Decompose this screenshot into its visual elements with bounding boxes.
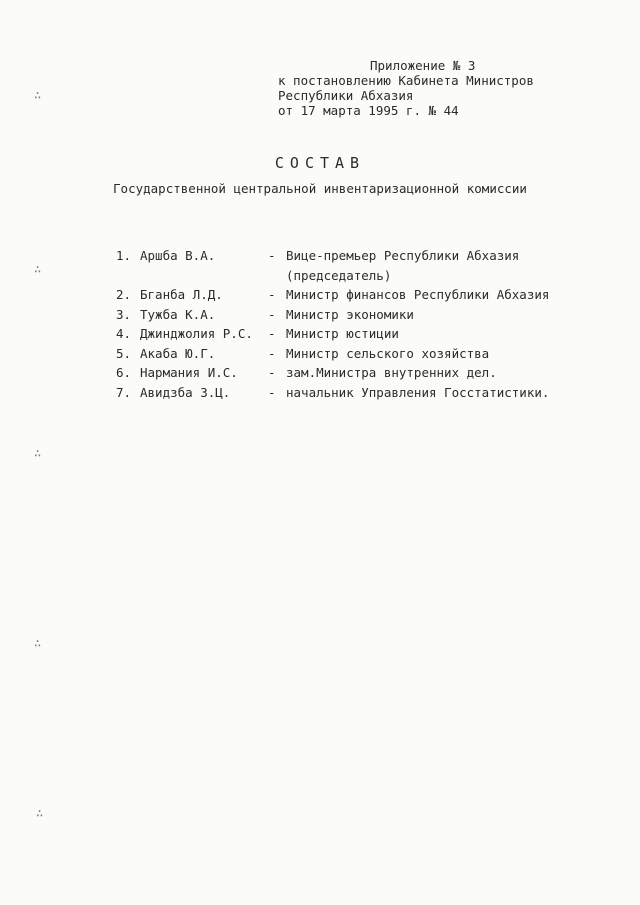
member-position: Вице-премьер Республики Абхазия (председатель): [286, 248, 520, 283]
member-name: Тужба К.А.: [140, 306, 216, 322]
member-number: 3.: [116, 306, 132, 322]
member-number: 2.: [116, 287, 132, 302]
document-title: СОСТАВ: [274, 154, 366, 172]
list-item: [116, 363, 576, 383]
member-name: Акаба Ю.Г.: [140, 345, 216, 361]
margin-mark: ∴: [34, 446, 42, 460]
member-position: начальник Управления Госстатистики.: [286, 384, 550, 400]
member-number: 7.: [116, 384, 132, 400]
member-position: Министр сельского хозяйства: [286, 345, 490, 361]
document-subtitle: Государственной центральной инвентаризационной комиссии: [113, 181, 527, 196]
member-dash: -: [268, 384, 276, 400]
member-number: 5.: [116, 345, 132, 361]
margin-mark: ∴: [36, 806, 44, 820]
member-dash: -: [268, 287, 276, 302]
list-item: [116, 383, 576, 403]
members-list: [116, 246, 576, 402]
member-position: зам.Министра внутренних дел.: [286, 365, 497, 380]
member-position: Министр экономики: [286, 306, 414, 322]
appendix-date: от 17 марта 1995 г. № 44: [278, 103, 459, 118]
list-item: [116, 246, 576, 285]
member-number: 1.: [116, 248, 132, 263]
list-item: [116, 285, 576, 305]
member-number: 4.: [116, 326, 132, 341]
margin-mark: ∴: [34, 636, 42, 650]
member-name: Аршба В.А.: [140, 248, 216, 263]
member-dash: -: [268, 306, 276, 322]
member-dash: -: [268, 345, 276, 361]
member-name: Авидзба З.Ц.: [140, 384, 231, 400]
appendix-decree: к постановлению Кабинета Министров: [278, 73, 534, 88]
appendix-header: [278, 58, 608, 118]
margin-mark: ∴: [34, 88, 42, 102]
member-dash: -: [268, 248, 276, 263]
member-name: Бганба Л.Д.: [140, 287, 223, 302]
appendix-republic: Республики Абхазия: [278, 88, 414, 103]
list-item: [116, 324, 576, 344]
member-position: Министр финансов Республики Абхазия: [286, 287, 550, 302]
member-position: Министр юстиции: [286, 326, 399, 341]
appendix-number: Приложение № 3: [370, 58, 476, 73]
member-number: 6.: [116, 365, 132, 380]
member-dash: -: [268, 326, 276, 341]
list-item: [116, 344, 576, 364]
list-item: [116, 305, 576, 325]
margin-mark: ∴: [34, 262, 42, 276]
member-name: Джинджолия Р.С.: [140, 326, 253, 341]
member-name: Нармания И.С.: [140, 365, 238, 380]
member-dash: -: [268, 365, 276, 380]
